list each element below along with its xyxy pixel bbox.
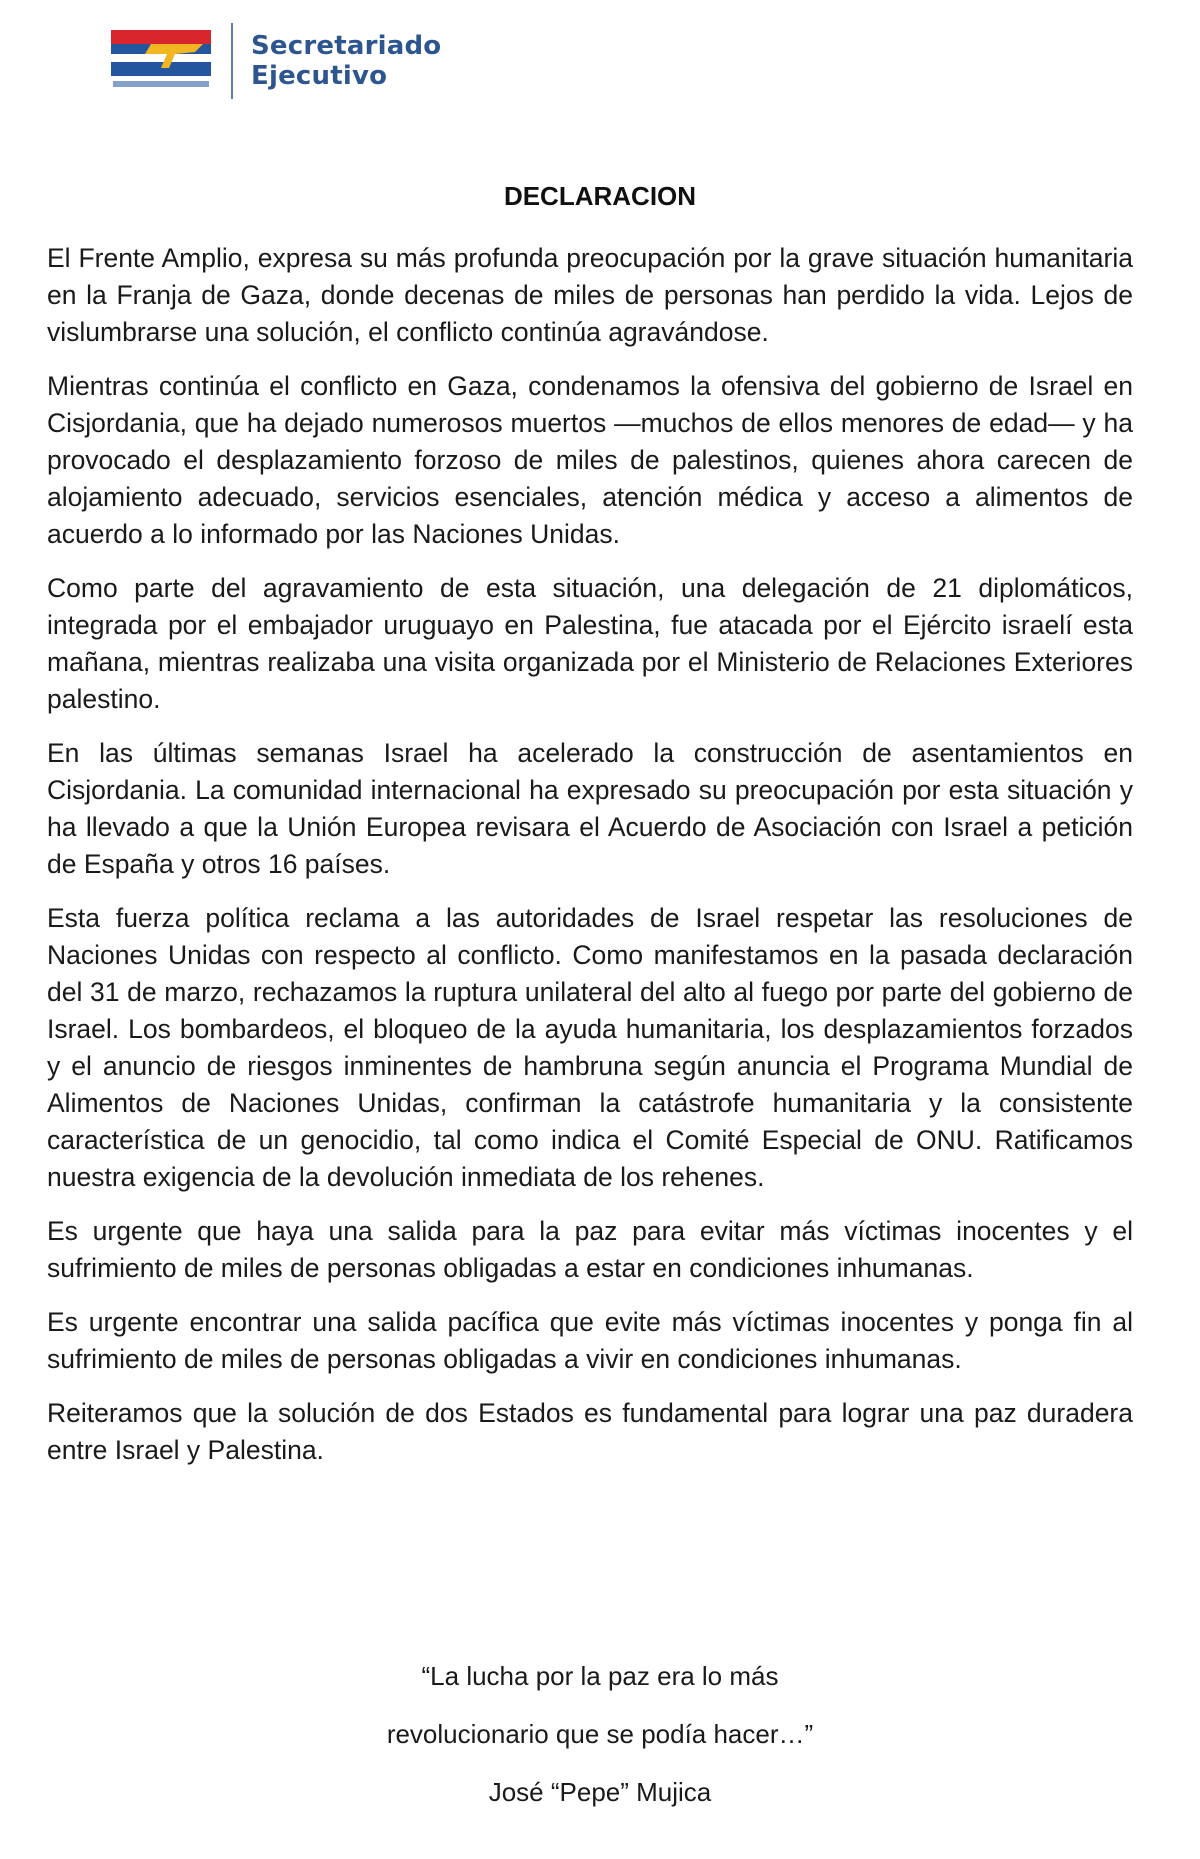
paragraph-8: Reiteramos que la solución de dos Estados es fundamental para lograr una paz duradera entre Israel y Palestina. xyxy=(47,1398,1133,1465)
org-name-line2: Ejecutivo xyxy=(251,61,388,91)
quote-line-2: revolucionario que se podía hacer…” xyxy=(386,1719,814,1749)
org-name-line1: Secretariado xyxy=(251,31,442,61)
frente-amplio-flag-logo xyxy=(111,30,211,92)
declaration-body xyxy=(47,240,1133,1486)
letterhead-divider xyxy=(231,23,233,99)
paragraph-7: Es urgente encontrar una salida pacífica que evite más víctimas inocentes y ponga fin al sufrimiento de miles de personas obligadas a vivir en condiciones inhumanas. xyxy=(47,1307,1133,1374)
closing-quote xyxy=(0,1647,1200,1821)
paragraph-5: Esta fuerza política reclama a las autoridades de Israel respetar las resoluciones de Naciones Unidas con respecto al conflicto. Como manifestamos en la pasada declaración del 31 de marzo, rechazamos la ruptura unilateral del alto al fuego por parte del gobierno de Israel. Los bombardeos, el bloqueo de la ayuda humanitaria, los desplazamientos forzados y el anuncio de riesgos inminentes de hambruna según anuncia el Programa Mundial de Alimentos de Naciones Unidas, confirman la catástrofe humanitaria y la consistente característica de un genocidio, tal como indica el Comité Especial de ONU. Ratificamos nuestra exigencia de la devolución inmediata de los rehenes. xyxy=(47,903,1133,1192)
paragraph-2: Mientras continúa el conflicto en Gaza, condenamos la ofensiva del gobierno de Israel en Cisjordania, que ha dejado numerosos muertos —muchos de ellos menores de edad— y ha provocado el desplazamiento forzoso de miles de palestinos, quienes ahora carecen de alojamiento adecuado, servicios esenciales, atención médica y acceso a alimentos de acuerdo a lo informado por las Naciones Unidas. xyxy=(47,371,1133,549)
paragraph-4: En las últimas semanas Israel ha acelerado la construcción de asentamientos en Cisjordania. La comunidad internacional ha expresado su preocupación por esta situación y ha llevado a que la Unión Europea revisara el Acuerdo de Asociación con Israel a petición de España y otros 16 países. xyxy=(47,738,1133,879)
organization-name xyxy=(251,31,441,91)
paragraph-3: Como parte del agravamiento de esta situación, una delegación de 21 diplomáticos, integrada por el embajador uruguayo en Palestina, fue atacada por el Ejército israelí esta mañana, mientras realizaba una visita organizada por el Ministerio de Relaciones Exteriores palestino. xyxy=(47,573,1133,714)
paragraph-6: Es urgente que haya una salida para la paz para evitar más víctimas inocentes y el sufrimiento de miles de personas obligadas a estar en condiciones inhumanas. xyxy=(47,1216,1133,1283)
document-title: DECLARACION xyxy=(503,181,697,211)
quote-author: José “Pepe” Mujica xyxy=(488,1777,712,1807)
letterhead xyxy=(111,22,441,100)
quote-line-1: “La lucha por la paz era lo más xyxy=(421,1661,779,1691)
paragraph-1: El Frente Amplio, expresa su más profunda preocupación por la grave situación humanitaria en la Franja de Gaza, donde decenas de miles de personas han perdido la vida. Lejos de vislumbrarse una solución, el conflicto continúa agravándose. xyxy=(47,243,1133,347)
